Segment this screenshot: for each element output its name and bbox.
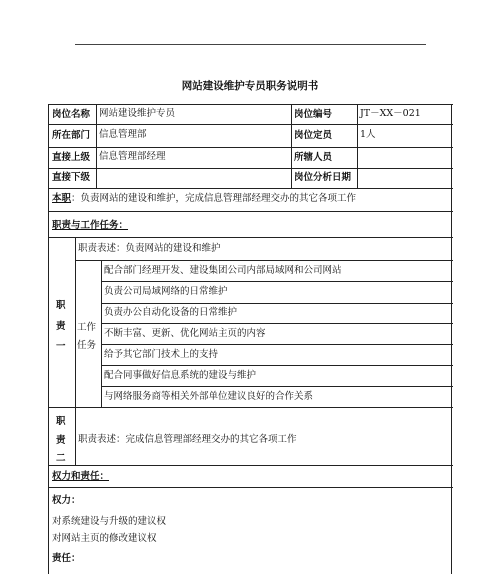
task-item: 配合部门经理开发、建设集团公司内部局域网和公司网站 [104,265,342,276]
label-direct-superior: 直接上级 [52,152,91,163]
summary-separator: ： [71,193,81,204]
task-item: 给予其它部门技术上的支持 [104,349,219,360]
authority-header: 权力和责任： [52,471,110,482]
duty2-statement: 职责表述：完成信息管理部经理交办的其它各项工作 [78,434,297,445]
header-rule [75,44,426,45]
label-department: 所在部门 [52,130,91,141]
power-item: 对网站主页的修改建议权 [52,533,157,544]
label-headcount: 岗位定员 [294,130,333,141]
value-department: 信息管理部 [99,129,147,140]
value-job-code: JT－XX－021 [360,108,421,119]
task-item: 与网络服务商等相关外部单位建议良好的合作关系 [104,391,314,402]
duties-header: 职责与工作任务： [52,220,129,231]
task-item: 配合同事做好信息系统的建设与维护 [104,370,257,381]
label-job-title: 岗位名称 [52,109,91,120]
duty2-label-2: 责 [56,435,66,446]
summary-line [52,193,356,205]
task-label-2: 任务 [77,340,97,351]
label-direct-subordinate: 直接下级 [52,172,91,183]
value-job-title: 网站建设维护专员 [99,108,176,119]
power-item: 对系统建设与升级的建议权 [52,516,167,527]
duty1-statement: 职责表述：负责网站的建设和维护 [78,243,221,254]
duty1-label-2: 责 [56,321,66,332]
power-label: 权力： [52,495,81,506]
label-job-code: 岗位编号 [294,109,333,120]
duty1-label-1: 职 [56,300,66,311]
task-item: 不断丰富、更新、优化网站主页的内容 [104,328,266,339]
task-item: 负责办公自动化设备的日常维护 [104,307,238,318]
task-item: 负责公司局域网络的日常维护 [104,286,228,297]
label-analysis-date: 岗位分析日期 [294,172,352,183]
duty2-label-3: 二 [56,453,66,464]
summary-text: 负责网站的建设和维护，完成信息管理部经理交办的其它各项工作 [80,193,357,204]
duty2-label-1: 职 [56,416,66,427]
summary-label: 本职 [52,193,72,204]
document-title: 网站建设维护专员职务说明书 [181,80,319,92]
value-direct-superior: 信息管理部经理 [99,151,166,162]
label-subordinates: 所辖人员 [294,152,333,163]
duty1-label-3: 一 [56,341,66,352]
value-headcount: 1人 [360,129,376,140]
job-description-table [48,104,452,574]
task-label-1: 工作 [77,322,97,333]
responsibility-label: 责任： [52,553,81,564]
